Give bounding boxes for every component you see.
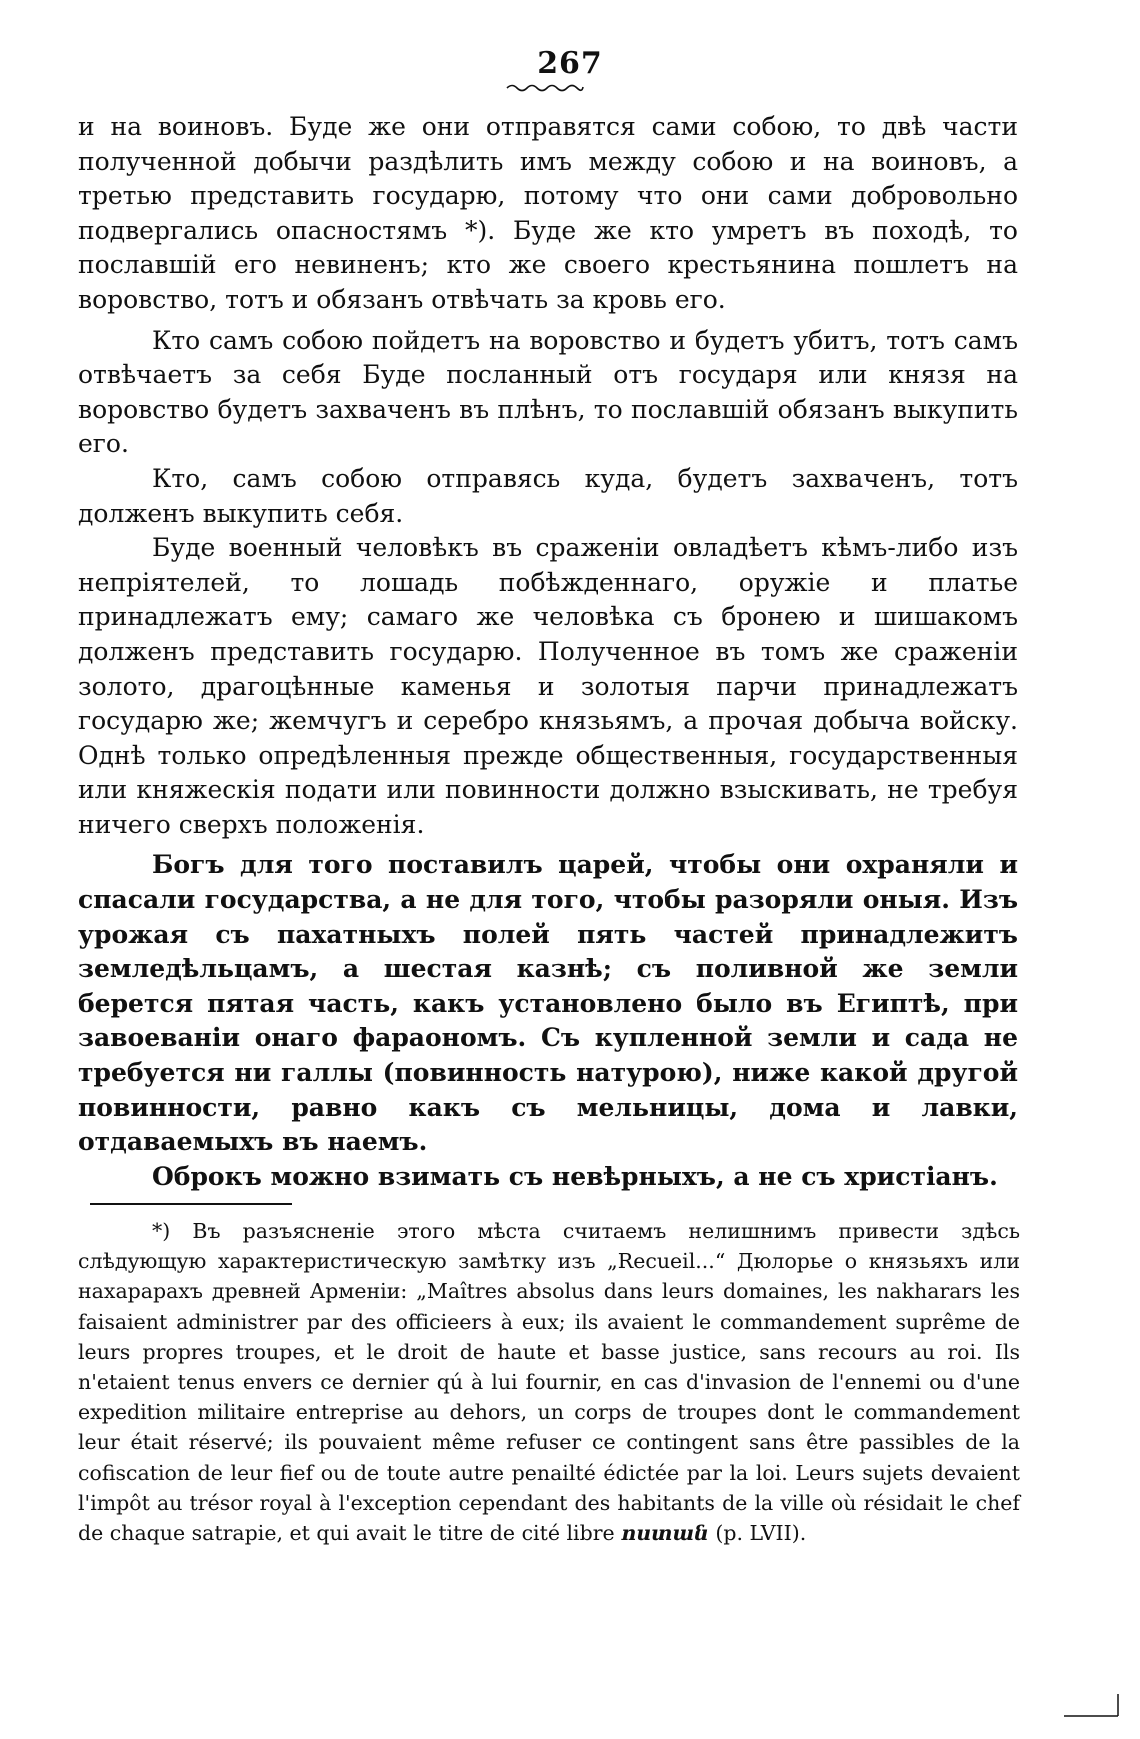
- paragraph-1: и на воиновъ. Буде же они отправятся сами собою, то двѣ части полученной добычи раздѣлить имъ между собою и на воиновъ, а третью представить государю, потому что они сами добровольно подвергались опасностямъ *). Буде же кто умретъ въ походѣ, то пославшій его невиненъ; кто же своего крестьянина пошлетъ на воровство, тотъ и обязанъ отвѣчать за кровь его.: [78, 112, 1018, 314]
- footnote-text: *) Въ разъясненіе этого мѣста считаемъ нелишнимъ привести здѣсь слѣдующую характеристическую замѣтку изъ „Recueil...“ Дюлорье о князьяхъ или нахарарахъ древней Арменіи: „Maîtres absolus dans leurs domaines, les nakharars les faisaient administrer par des officieers à eux; ils avaient le commandement suprême de leurs propres troupes, et le droit de haute et basse justice, sans recours au roi. Ils n'etaient tenus envers ce dernier qú à lui fournir, en cas d'invasion de l'ennemi ou d'une expedition militaire entreprise au dehors, un corps de troupes dont le commandement leur était réservé; ils pouvaient même refuser ce contingent sans être passibles de la cofiscation de leur fief ou de toute autre penailté édictée par la loi. Leurs sujets devaient l'impôt au trésor royal à l'exception cependant des habitants de la ville où résidait le chef de chaque satrapie, et qui avait le titre de cité libre: [78, 1219, 1020, 1546]
- footnote-paragraph: [78, 1216, 1020, 1548]
- paragraph-2: Кто самъ собою пойдетъ на воровство и будетъ убитъ, тотъ самъ отвѣчаетъ за себя Буде посланный отъ государя или князя на воровство будетъ захваченъ въ плѣнъ, то пославшій обязанъ выкупить его.: [78, 325, 1018, 459]
- paragraph-5: Богъ для того поставилъ царей, чтобы они охраняли и спасали государства, а не для того, чтобы разоряли оныя. Изъ урожая съ пахатныхъ полей пять частей принадлежитъ земледѣльцамъ, а шестая казнѣ; съ поливной же земли берется пятая часть, какъ установлено было въ Египтѣ, при завоеваніи онаго фараономъ. Съ купленной земли и сада не требуется ни галлы (повинность натурою), ниже какой другой повинности, равно какъ съ мельницы, дома и лавки, отдаваемыхъ въ наемъ.: [78, 850, 1018, 1157]
- page-number-ornament: [505, 82, 585, 92]
- paragraph-4: Буде военный человѣкъ въ сраженіи овладѣетъ кѣмъ-либо изъ непріятелей, то лошадь побѣжденнаго, оружіе и платье принадлежатъ ему; самаго же человѣка съ бронею и шишакомъ долженъ представить государю. Полученное въ томъ же сраженіи золото, драгоцѣнные каменья и золотыя парчи принадлежатъ государю же; жемчугъ и серебро князьямъ, а прочая добыча войску. Однѣ только опредѣленныя прежде общественныя, государственныя или княжескія подати или повинности должно взыскивать, не требуя ничего сверхъ положенія.: [78, 533, 1018, 839]
- paragraph-3: Кто, самъ собою отправясь куда, будетъ захваченъ, тотъ долженъ выкупить себя.: [78, 463, 1018, 528]
- corner-mark: [1062, 1690, 1122, 1720]
- paragraph-6: Оброкъ можно взимать съ невѣрныхъ, а не съ христіанъ.: [152, 1161, 998, 1191]
- footnote-armenian-word: ոստան: [621, 1521, 709, 1546]
- page-number: 267: [537, 46, 603, 81]
- footnote-divider: [90, 1203, 292, 1205]
- footnote-citation: (p. LVII).: [708, 1521, 807, 1546]
- footnote: [78, 1216, 1020, 1548]
- main-text: [78, 110, 1018, 1194]
